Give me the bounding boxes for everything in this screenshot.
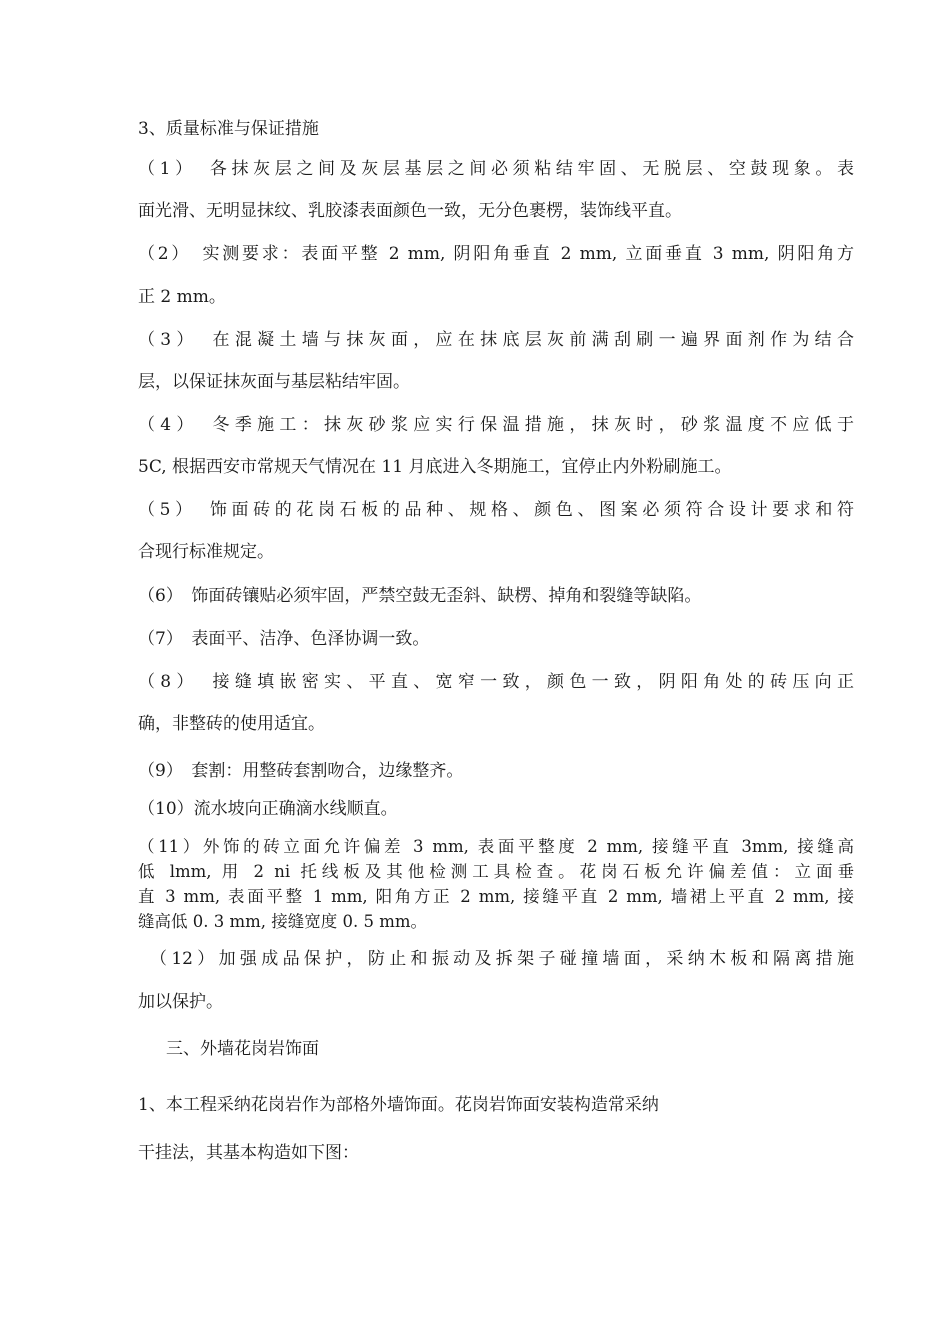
item-12-line-1: （12）加强成品保护，防止和振动及拆架子碰撞墙面，采纳木板和隔离措施 <box>150 949 854 969</box>
item-5-line-2: 合现行标准规定。 <box>138 542 274 562</box>
item-4-line-1: （4） 冬季施工：抹灰砂浆应实行保温措施，抹灰时，砂浆温度不应低于 <box>138 415 854 435</box>
section-three-heading: 三、外墙花岗岩饰面 <box>166 1039 319 1059</box>
item-8-line-2: 确，非整砖的使用适宜。 <box>138 714 325 734</box>
item-11-line-1: （11）外饰的砖立面允许偏差 3 mm, 表面平整度 2 mm, 接缝平直 3mm, 接缝高 <box>138 837 854 856</box>
item-2-line-2: 正 2 mm。 <box>138 287 226 307</box>
item-11-line-2: 低 lmm, 用 2 ni 托线板及其他检测工具检查。花岗石板允许偏差值：立面垂 <box>138 862 854 881</box>
section-three-para-line-1: 1、本工程采纳花岗岩作为部格外墙饰面。花岗岩饰面安装构造常采纳 <box>138 1095 659 1115</box>
item-9-line-1: （9） 套割：用整砖套割吻合，边缘整齐。 <box>138 761 464 781</box>
item-3-line-2: 层，以保证抹灰面与基层粘结牢固。 <box>138 372 410 392</box>
item-12-line-2: 加以保护。 <box>138 992 223 1012</box>
item-6-line-1: （6） 饰面砖镶贴必须牢固，严禁空鼓无歪斜、缺楞、掉角和裂缝等缺陷。 <box>138 586 702 606</box>
item-5-line-1: （5） 饰面砖的花岗石板的品种、规格、颜色、图案必须符合设计要求和符 <box>138 500 854 520</box>
item-3-line-1: （3） 在混凝土墙与抹灰面，应在抹底层灰前满刮刷一遍界面剂作为结合 <box>138 330 854 350</box>
section-three-para-line-2: 干挂法，其基本构造如下图： <box>138 1143 359 1163</box>
item-10-line-1: （10）流水坡向正确滴水线顺直。 <box>138 799 398 819</box>
item-1-line-2: 面光滑、无明显抹纹、乳胶漆表面颜色一致，无分色裹楞，装饰线平直。 <box>138 201 682 221</box>
section-heading: 3、质量标准与保证措施 <box>138 119 319 139</box>
item-4-line-2: 5C, 根据西安市常规天气情况在 11 月底进入冬期施工，宜停止内外粉刷施工。 <box>138 457 732 477</box>
item-11-line-4: 缝高低 0. 3 mm, 接缝宽度 0. 5 mm。 <box>138 912 428 931</box>
item-1-line-1: （1） 各抹灰层之间及灰层基层之间必须粘结牢固、无脱层、空鼓现象。表 <box>138 159 854 179</box>
item-2-line-1: （2） 实测要求：表面平整 2 mm, 阴阳角垂直 2 mm, 立面垂直 3 mm, 阴阳角方 <box>138 244 854 264</box>
item-7-line-1: （7） 表面平、洁净、色泽协调一致。 <box>138 629 430 649</box>
item-11-line-3: 直 3 mm, 表面平整 1 mm, 阳角方正 2 mm, 接缝平直 2 mm, 墙裙上平直 2 mm, 接 <box>138 887 854 906</box>
item-8-line-1: （8） 接缝填嵌密实、平直、宽窄一致，颜色一致，阴阳角处的砖压向正 <box>138 672 854 692</box>
